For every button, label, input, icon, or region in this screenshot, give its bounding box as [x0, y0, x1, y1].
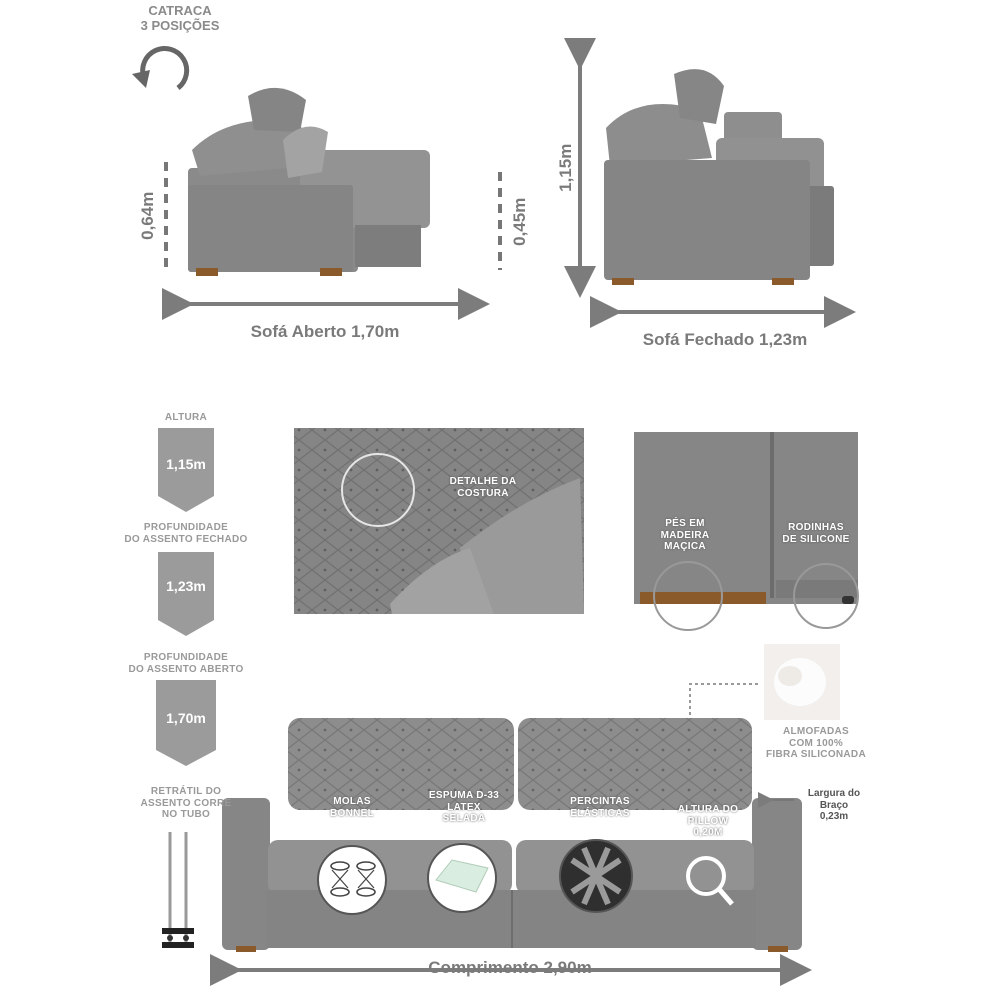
closed-sofa-side-illustration [604, 69, 834, 285]
closed-depth-title-line2: DO ASSENTO FECHADO [124, 533, 248, 545]
springs-label [308, 796, 396, 819]
retractable-line1: RETRÁTIL DO [150, 786, 222, 797]
recline-rotate-icon [132, 48, 187, 88]
feet-highlight-circle [654, 562, 722, 630]
foam-line1: ESPUMA D-33 [428, 790, 500, 801]
stitch-line2: COSTURA [457, 487, 509, 499]
stitch-line1: DETALHE DA [449, 476, 517, 487]
arm-line2: Braço [819, 799, 849, 811]
seat-height-label: 0,45m [510, 197, 530, 246]
open-sofa-side-illustration [188, 88, 430, 276]
height-title: ALTURA [164, 412, 208, 423]
cushion-line3: FIBRA SILICONADA [766, 749, 866, 760]
springs-line2: BONNEL [329, 807, 375, 819]
wheels-line1: RODINHAS [788, 522, 844, 533]
open-depth-title-line2: DO ASSENTO ABERTO [128, 663, 244, 675]
stitch-detail-label [428, 476, 538, 499]
arm-line3: 0,23m [819, 811, 849, 822]
total-height-label: 1,15m [556, 143, 576, 192]
open-depth-title [120, 652, 252, 675]
recline-label-line2: 3 POSIÇÕES [140, 17, 220, 33]
open-depth-value: 1,70m [166, 710, 206, 726]
fiber-photo [764, 644, 840, 720]
feet-label [640, 518, 730, 553]
foam-line3: SELADA [442, 813, 486, 824]
wheels-line2: DE SILICONE [782, 533, 850, 545]
pillow-line3: 0,20M [693, 827, 723, 838]
retractable-line3: NO TUBO [161, 809, 211, 820]
retractable-line2: ASSENTO CORRE [140, 797, 232, 809]
recline-label-line1: CATRACA [148, 3, 212, 18]
cushion-line2: COM 100% [788, 737, 844, 749]
straps-label [552, 796, 648, 819]
retractable-label [124, 786, 248, 821]
springs-line1: MOLAS [333, 796, 371, 807]
closed-depth-value: 1,23m [166, 578, 206, 594]
foam-icon [428, 844, 496, 912]
springs-icon [318, 846, 386, 914]
closed-depth-title [120, 522, 252, 545]
arm-line1: Largura do [807, 788, 861, 799]
open-length-label: Sofá Aberto 1,70m [250, 322, 400, 341]
pillow-line1: ALTURA DO [677, 804, 739, 815]
closed-length-label: Sofá Fechado 1,23m [642, 330, 808, 349]
foam-label [414, 790, 514, 825]
feet-line3: MAÇICA [664, 541, 706, 552]
retractable-rail-illustration [162, 832, 194, 948]
pillow-label [662, 804, 754, 839]
feet-line1: PÉS EM [665, 518, 705, 529]
elastic-straps-icon [560, 840, 632, 912]
wheels-label [768, 522, 864, 545]
open-height-label: 0,64m [138, 191, 158, 240]
straps-line2: ELÁSTICAS [570, 807, 630, 819]
closed-depth-title-line1: PROFUNDIDADE [143, 522, 229, 533]
open-depth-title-line1: PROFUNDIDADE [143, 652, 229, 663]
feet-line2: MADEIRA [660, 529, 710, 541]
cushion-label [756, 726, 876, 761]
straps-line1: PERCINTAS [570, 796, 630, 807]
foam-line2: LATEX [447, 801, 481, 813]
stitch-detail-photo [294, 428, 584, 614]
pillow-line2: PILLOW [687, 815, 729, 827]
recline-label [120, 4, 240, 34]
cushion-line1: ALMOFADAS [782, 726, 850, 737]
total-length-label: Comprimento 2,90m [428, 958, 592, 977]
height-value: 1,15m [166, 456, 206, 472]
arm-width-label [794, 788, 874, 823]
